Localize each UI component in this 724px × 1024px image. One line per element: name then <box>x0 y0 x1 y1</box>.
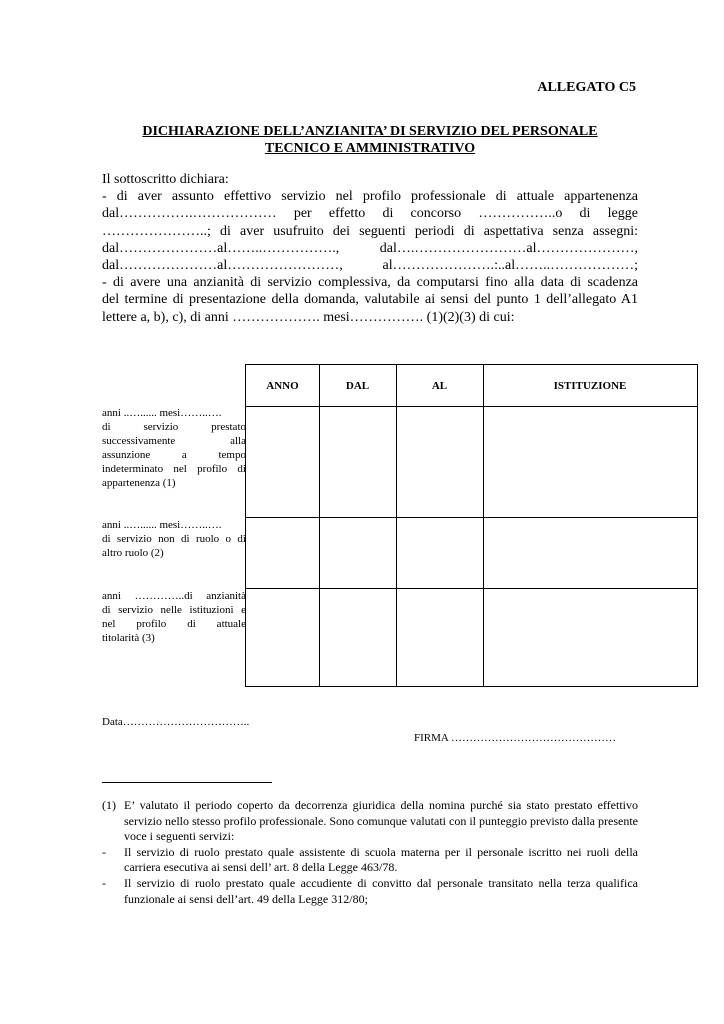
intro-line: - di aver assunto effettivo servizio nel profilo professionale di attuale appartenenza <box>102 189 638 205</box>
row-label-non-di-ruolo <box>102 518 246 560</box>
row-label-anzianita-istituzioni <box>102 589 246 645</box>
intro-line: Il sottoscritto dichiara: <box>102 172 229 187</box>
footnote-item <box>102 845 638 876</box>
table-column-divider <box>483 365 484 686</box>
footnote-item <box>102 798 638 845</box>
row-label-servizio-prestato <box>102 406 246 490</box>
declaration-text <box>102 171 638 326</box>
row-label-line: di servizio nelle istituzioni e <box>102 604 246 616</box>
intro-line: dal…………………al……..……………., dal….……………………al…………………, <box>102 240 638 256</box>
intro-line: dal…………….……………… per effetto di concorso ……………..o di legge <box>102 206 638 222</box>
date-field: Data…………………………….. <box>102 716 250 728</box>
row-label-line: assunzione a tempo <box>102 449 246 461</box>
row-label-line: successivamente alla <box>102 435 246 447</box>
intro-line: - di avere una anzianità di servizio complessiva, da computarsi fino alla data di scadenza <box>102 275 638 291</box>
row-label-line: di servizio non di ruolo o di <box>102 533 246 545</box>
footnote-item <box>102 876 638 907</box>
footnotes <box>102 798 638 907</box>
intro-line: lettere a, b), c), di anni ………………. mesi……………. (1)(2)(3) di cui: <box>102 309 515 325</box>
footnote-separator <box>102 782 272 783</box>
table-column-divider <box>396 365 397 686</box>
table-row-divider <box>246 517 697 518</box>
footnote-marker: - <box>102 844 106 859</box>
table-row-divider <box>246 406 697 407</box>
footnote-text: Il servizio di ruolo prestato quale assistente di scuola materna per il personale iscritto nei ruoli della carriera esecutiva ai sensi dell’ art. 8 della Legge 463/78. <box>124 844 638 875</box>
service-table <box>245 364 698 687</box>
document-title <box>102 123 638 157</box>
column-header-dal: DAL <box>345 379 370 392</box>
row-label-line: anni ..…...... mesi……..…. <box>102 519 222 531</box>
title-line-2: TECNICO E AMMINISTRATIVO <box>264 141 476 156</box>
row-label-line: altro ruolo (2) <box>102 547 164 559</box>
row-label-line: di servizio prestato <box>102 421 246 433</box>
intro-line: …………………..; di aver usufruito dei seguenti periodi di aspettativa senza assegni: <box>102 223 638 239</box>
row-label-line: appartenenza (1) <box>102 477 176 489</box>
row-label-line: titolarità (3) <box>102 632 155 644</box>
table-row-divider <box>246 588 697 589</box>
intro-line: dal…………………al……………………, al………………….:..al……..………………; <box>102 258 638 274</box>
table-column-divider <box>319 365 320 686</box>
row-label-line: nel profilo di attuale <box>102 618 246 630</box>
column-header-anno: ANNO <box>266 379 299 392</box>
footnote-marker: - <box>102 875 106 890</box>
footnote-text: Il servizio di ruolo prestato quale accudiente di convitto dal personale transitato nella terza qualifica funzionale ai sensi dell’art. 49 della Legge 312/80; <box>124 875 638 906</box>
footnote-marker: (1) <box>102 798 116 812</box>
title-line-1: DICHIARAZIONE DELL’ANZIANITA’ DI SERVIZIO DEL PERSONALE <box>142 124 598 139</box>
signature-field: FIRMA ……………………………………… <box>414 732 616 744</box>
intro-line: del termine di presentazione della domanda, valutabile ai sensi del punto 1 dell’allegato A1 <box>102 292 638 308</box>
footnote-text: E’ valutato il periodo coperto da decorrenza giuridica della nomina purché sia stato prestato effettivo servizio nello stesso profilo professionale. Sono comunque valutati con il punteggio previsto dalla presente voce i seguenti servizi: <box>124 798 638 844</box>
allegato-label: ALLEGATO C5 <box>537 80 636 95</box>
row-label-line: indeterminato nel profilo di <box>102 463 246 475</box>
column-header-al: AL <box>431 379 448 392</box>
row-label-line: anni ..…...... mesi……..…. <box>102 407 222 419</box>
row-label-line: anni …………..di anzianità <box>102 590 246 602</box>
column-header-istituzione: ISTITUZIONE <box>553 379 627 392</box>
